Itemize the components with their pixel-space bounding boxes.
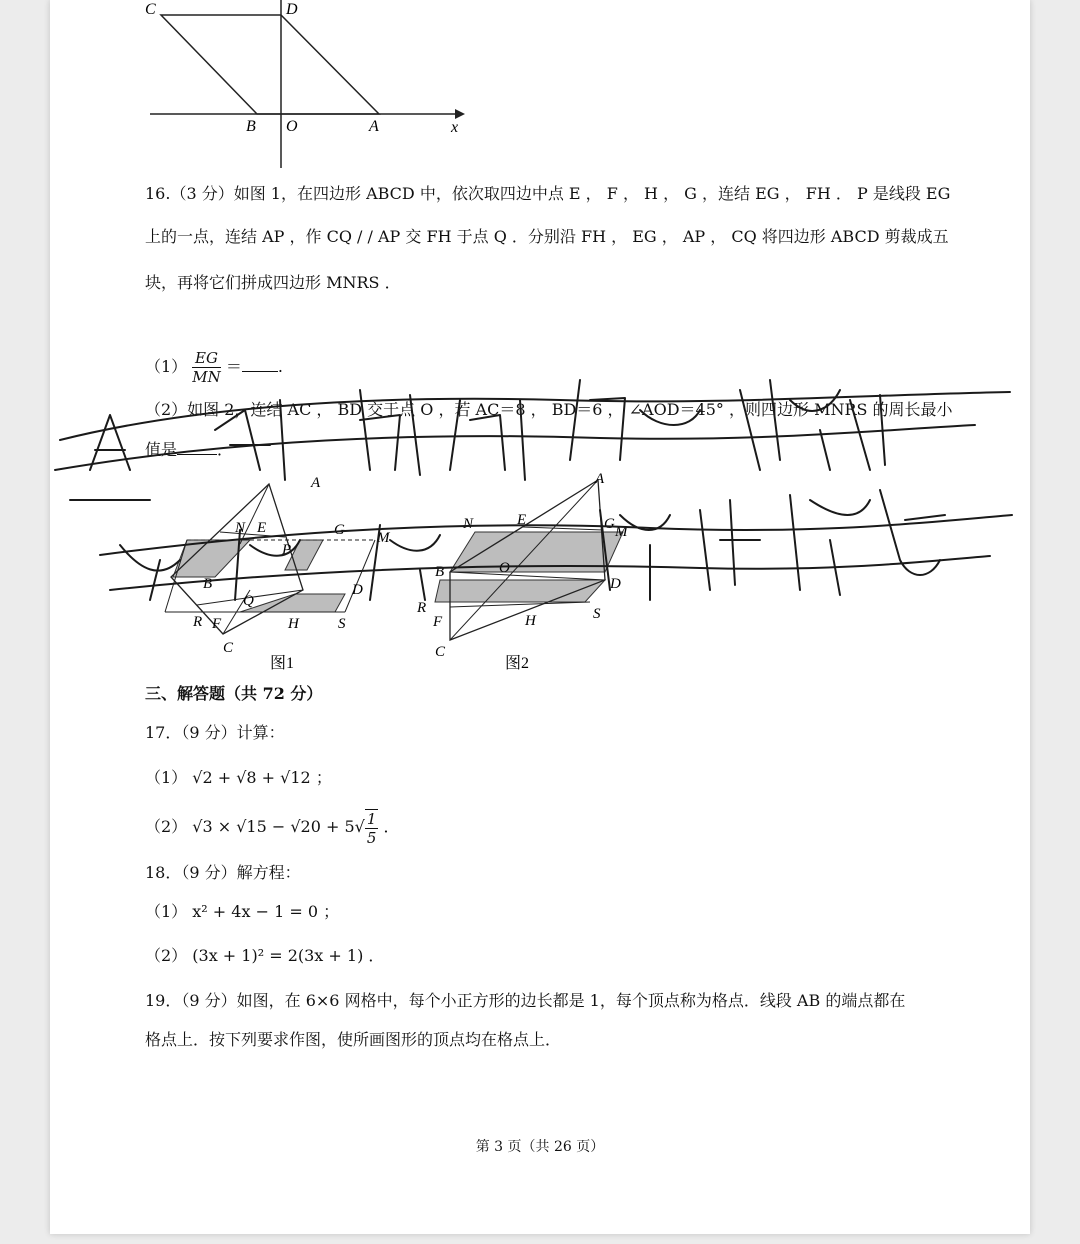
answer-blank (242, 357, 278, 372)
fig1-label-n: N (235, 520, 246, 536)
fig2-label-m: M (615, 524, 628, 540)
fraction-numerator: EG (192, 349, 220, 368)
fig2-caption: 图2 (505, 655, 530, 672)
fig2-shaded-bottom (435, 580, 605, 602)
coordinate-figure (145, 0, 475, 175)
figure-2 (416, 471, 629, 672)
fig1-label-q: Q (243, 593, 254, 609)
equals-sign: ＝ (225, 357, 242, 376)
fig1-label-p: P (282, 542, 292, 558)
fig2-label-r: R (417, 600, 427, 616)
q16-part1 (145, 346, 283, 388)
q17-title: 17．（9 分）计算： (145, 723, 285, 742)
x-axis-arrow (455, 109, 465, 119)
fig1-shaded-left (173, 540, 250, 577)
label-b: B (246, 118, 256, 135)
q16-part2-end: ． (217, 440, 234, 459)
fig2-label-s: S (593, 606, 601, 622)
fig2-label-b: B (435, 564, 445, 580)
fig2-shaded-top (450, 532, 623, 572)
page-footer: 第 3 页（共 26 页） (475, 1139, 605, 1155)
q16-line1: 16.（3 分）如图 1，在四边形 ABCD 中，依次取四边中点 E ， F ， H ， G ，连结 EG ， FH ． P 是线段 EG (145, 184, 951, 203)
fig1-label-b: B (203, 576, 213, 592)
fig1-label-f: F (212, 616, 222, 632)
q17-part1: （1） √2 + √8 + √12 ； (145, 768, 332, 787)
label-a: A (369, 118, 379, 135)
q16-part1-prefix: （1） (145, 357, 188, 376)
fig1-label-e: E (257, 520, 267, 536)
q16-line3: 块，再将它们拼成四边形 MNRS ． (145, 273, 401, 292)
fig2-label-c: C (435, 644, 446, 660)
fig2-label-e: E (517, 512, 527, 528)
q17-part2-fraction (365, 809, 379, 847)
q16-part2-line1: （2）如图 2，连结 AC ， BD 交于点 O ，若 AC＝8 ， BD＝6 ， ∠AOD＝45° ，则四边形 MNRS 的周长最小 (145, 400, 953, 419)
fig1-label-s: S (338, 616, 346, 632)
figure-1 (165, 475, 391, 672)
fig2-segment-fh (450, 602, 590, 607)
q19-line2: 格点上．按下列要求作图，使所画图形的顶点均在格点上． (145, 1030, 562, 1049)
fig1-caption: 图1 (270, 655, 295, 672)
q17-part2: （2） √3 × √15 − √20 + 5√ $\frac{1}{5}$ ． (145, 809, 400, 847)
fig2-label-f: F (433, 614, 443, 630)
label-d: D (286, 1, 298, 18)
q19-line1: 19．（9 分）如图，在 6×6 网格中，每个小正方形的边长都是 1，每个顶点称为格点．线段 AB 的端点都在 (145, 991, 906, 1010)
fig2-label-h: H (525, 613, 536, 629)
answer-blank (177, 440, 217, 455)
exam-page (50, 0, 1030, 1234)
fig1-segment-eg (220, 532, 285, 537)
fig2-label-g: G (604, 516, 615, 532)
fraction-denominator: MN (192, 368, 221, 386)
fig1-label-h: H (288, 616, 299, 632)
fig2-label-n: N (463, 516, 474, 532)
q17-part2-end: ． (383, 817, 400, 836)
fraction-numerator: 1 (366, 809, 377, 828)
fig2-label-a: A (595, 471, 605, 487)
q16-part2-text: 值是 (145, 440, 178, 459)
geometry-figures (145, 462, 628, 677)
q18-part2: （2） (3x + 1)² = 2(3x + 1) ． (145, 946, 385, 965)
q17-part2-prefix: （2） √3 × √15 − √20 + 5 (145, 817, 355, 836)
label-o: O (286, 118, 298, 135)
q16-part1-end: . (277, 357, 283, 376)
fig1-label-c: C (223, 640, 234, 656)
parallelogram-cdab (161, 15, 379, 114)
fig1-label-m: M (377, 530, 390, 546)
fig2-segment-eg (523, 527, 603, 530)
fig2-label-o: O (499, 560, 510, 576)
fig1-mnrs-right (345, 540, 375, 612)
q16-part2-line2 (145, 440, 233, 460)
fig2-segment-bd (450, 572, 605, 580)
label-c: C (145, 1, 156, 18)
fig1-label-r: R (193, 614, 203, 630)
label-x: x (451, 119, 459, 136)
q16-part1-fraction (192, 349, 220, 386)
fig2-label-d: D (610, 576, 621, 592)
fraction-denominator: 5 (366, 828, 377, 847)
fig1-label-g: G (334, 522, 345, 538)
q16-line2: 上的一点，连结 AP ，作 CQ / / AP 交 FH 于点 Q ．分别沿 FH ， EG ， AP ， CQ 将四边形 ABCD 剪裁成五 (145, 227, 949, 246)
q18-part1: （1） x² + 4x − 1 = 0 ； (145, 902, 340, 921)
section-3-title: 三、解答题（共 72 分） (145, 684, 323, 703)
q18-title: 18．（9 分）解方程： (145, 863, 301, 882)
fig1-label-a: A (311, 475, 321, 491)
fig1-label-d: D (352, 582, 363, 598)
